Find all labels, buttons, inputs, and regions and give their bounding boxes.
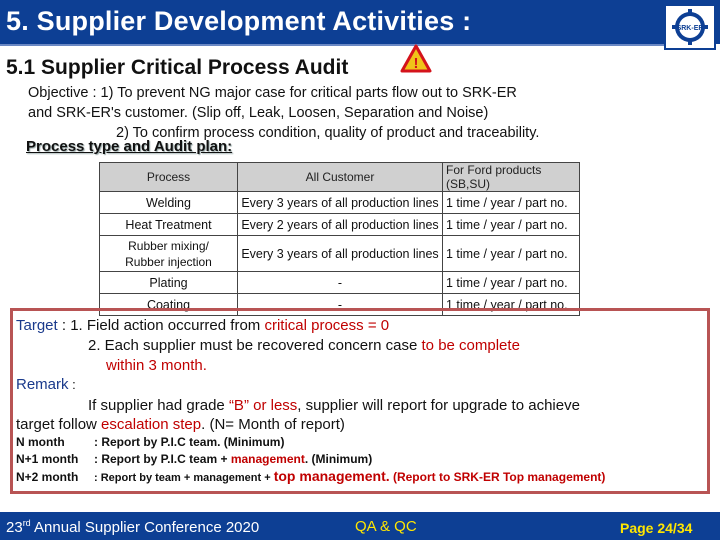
page-number: Page 24/34 <box>620 520 693 536</box>
remark-line-1 <box>16 396 706 415</box>
conference-name <box>6 518 259 536</box>
audit-plan-label: Process type and Audit plan: <box>26 138 233 155</box>
department-label: QA & QC <box>355 518 417 535</box>
objective-text <box>28 83 539 143</box>
table-row <box>100 192 580 214</box>
company-logo <box>664 4 716 50</box>
process-line-1: Rubber mixing/ <box>128 238 209 253</box>
remark-text <box>16 396 706 434</box>
warning-icon <box>400 44 432 79</box>
target-line-2 <box>16 336 520 356</box>
escalation-text-end: (Report to SRK-ER Top management) <box>389 470 606 484</box>
svg-text:SRK-ER: SRK-ER <box>676 25 704 32</box>
table-row <box>100 236 580 272</box>
all-customer-cell: Every 3 years of all production lines <box>238 192 443 214</box>
header-bar <box>0 0 720 44</box>
target-text <box>16 316 520 376</box>
svg-text:!: ! <box>413 55 419 72</box>
escalation-item <box>16 434 605 451</box>
section-title: 5.1 Supplier Critical Process Audit <box>6 56 349 79</box>
process-cell: Plating <box>100 272 238 294</box>
escalation-list <box>16 434 605 487</box>
remark-label-text: Remark <box>16 376 69 393</box>
header-all-customer: All Customer <box>238 163 443 192</box>
remark-escalation: escalation step <box>101 416 202 433</box>
target-line-3-highlight: within 3 month. <box>106 357 207 374</box>
target-line-3 <box>16 356 520 376</box>
ford-cell: 1 time / year / part no. <box>443 272 580 294</box>
conference-number: 23 <box>6 519 23 536</box>
objective-line-1: Objective : 1) To prevent NG major case for critical parts flow out to SRK-ER <box>28 85 517 101</box>
escalation-key: N+1 month <box>16 452 79 466</box>
process-cell <box>100 236 238 272</box>
remark-line-1-a: If supplier had grade <box>88 397 229 414</box>
ford-cell: 1 time / year / part no. <box>443 192 580 214</box>
footer-bar <box>0 512 720 540</box>
all-customer-cell: Every 2 years of all production lines <box>238 214 443 236</box>
escalation-text: : Report by P.I.C team + <box>94 452 231 466</box>
audit-plan-table <box>99 162 580 316</box>
target-line-1-text: : 1. Field action occurred from <box>57 317 265 334</box>
remark-line-1-c: , supplier will report for upgrade to achieve <box>297 397 580 414</box>
table-header-row <box>100 163 580 192</box>
logo-emblem-icon <box>668 8 712 46</box>
target-line-1-highlight: critical process = 0 <box>264 317 390 334</box>
remark-line-2-a: target follow <box>16 416 102 433</box>
target-line-2-highlight: to be complete <box>421 337 520 354</box>
ford-cell: 1 time / year / part no. <box>443 236 580 272</box>
escalation-key: N month <box>16 435 65 449</box>
process-cell: Heat Treatment <box>100 214 238 236</box>
remark-grade: “B” or less <box>228 397 298 414</box>
page-title: 5. Supplier Development Activities : <box>6 6 472 36</box>
process-cell: Coating <box>100 294 238 316</box>
conference-title: Annual Supplier Conference 2020 <box>30 519 260 536</box>
ford-cell: 1 time / year / part no. <box>443 214 580 236</box>
table-row <box>100 272 580 294</box>
process-cell: Welding <box>100 192 238 214</box>
escalation-text: : Report by P.I.C team. (Minimum) <box>94 435 285 449</box>
all-customer-cell: Every 3 years of all production lines <box>238 236 443 272</box>
escalation-key: N+2 month <box>16 470 79 484</box>
target-label: Target <box>16 317 58 334</box>
remark-colon: : <box>68 377 76 392</box>
header-process: Process <box>100 163 238 192</box>
table-row <box>100 214 580 236</box>
header-divider <box>0 44 664 46</box>
remark-line-2-c: . (N= Month of report) <box>201 416 345 433</box>
escalation-text-end: . (Minimum) <box>304 452 373 466</box>
objective-line-3: 2) To confirm process condition, quality of product and traceability. <box>116 125 540 141</box>
header-ford: For Ford products (SB,SU) <box>443 163 580 192</box>
escalation-item <box>16 451 605 468</box>
all-customer-cell: - <box>238 272 443 294</box>
escalation-highlight: top management. <box>273 468 390 484</box>
escalation-highlight: management <box>230 452 305 466</box>
conference-ordinal: rd <box>22 518 31 528</box>
remark-label <box>16 376 76 393</box>
escalation-text: : Report by team + management + <box>94 472 274 484</box>
escalation-item <box>16 468 605 487</box>
process-line-2: Rubber injection <box>125 254 212 269</box>
ford-cell: 1 time / year / part no. <box>443 294 580 316</box>
remark-line-2 <box>16 415 706 434</box>
objective-line-2: and SRK-ER's customer. (Slip off, Leak, Loosen, Separation and Noise) <box>28 105 489 121</box>
all-customer-cell: - <box>238 294 443 316</box>
target-line-2-text: 2. Each supplier must be recovered concern case <box>88 337 422 354</box>
target-line-1 <box>16 316 520 336</box>
